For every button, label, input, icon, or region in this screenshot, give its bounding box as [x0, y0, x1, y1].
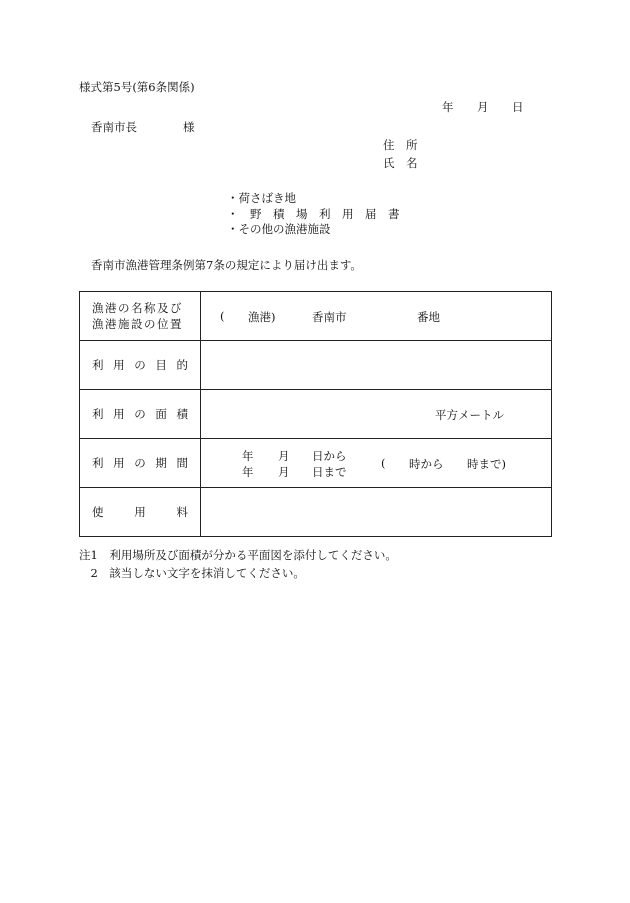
- row-port-location: [80, 292, 552, 341]
- label-char: 利: [92, 358, 104, 372]
- notification-table: [79, 291, 552, 537]
- label-char: の: [134, 456, 146, 470]
- label-line: 漁港施設の位置: [92, 317, 183, 331]
- label-char: 期: [155, 456, 167, 470]
- label-char: 目: [155, 358, 167, 372]
- label-line: 漁港の名称及び: [92, 300, 183, 315]
- value-port-location[interactable]: [201, 292, 552, 341]
- note-2: 2 該当しない文字を抹消してください。: [79, 566, 305, 580]
- date-day-label: 日: [512, 100, 524, 114]
- label-char: 用: [113, 407, 125, 421]
- label-period: [80, 439, 201, 488]
- banchi-label: 番地: [417, 310, 440, 324]
- label-char: 利: [92, 407, 104, 421]
- title-option-text: ・その他の漁港施設: [227, 222, 331, 236]
- row-area: [80, 390, 552, 439]
- applicant-address-label: 住 所: [383, 138, 418, 152]
- title-option-other-facilities: [227, 223, 331, 237]
- spread-label: [92, 406, 188, 422]
- label-area: [80, 390, 201, 439]
- row-period: [80, 439, 552, 488]
- period-end-month: 月: [278, 465, 290, 479]
- label-char: の: [134, 407, 146, 421]
- period-start-year: 年: [242, 449, 254, 463]
- row-fee: [80, 488, 552, 537]
- date-month-label: 月: [477, 100, 489, 114]
- label-char: 間: [176, 456, 188, 470]
- spread-label: [92, 357, 188, 373]
- statement-text: 香南市漁港管理条例第7条の規定により届け出ます。: [91, 258, 362, 272]
- label-port-location: [80, 292, 201, 341]
- label-char: の: [134, 358, 146, 372]
- period-start-month: 月: [278, 449, 290, 463]
- value-fee[interactable]: [201, 488, 552, 537]
- time-from: 時から: [409, 457, 444, 471]
- label-char: 用: [134, 505, 146, 519]
- spread-label: [92, 455, 188, 471]
- time-to: 時まで): [467, 457, 506, 471]
- period-end-year: 年: [242, 465, 254, 479]
- period-end-day: 日まで: [312, 465, 347, 479]
- time-paren-open: (: [381, 456, 386, 470]
- label-char: 積: [176, 407, 188, 421]
- applicant-name-label: 氏 名: [383, 156, 418, 170]
- value-purpose[interactable]: [201, 341, 552, 390]
- area-unit: 平方メートル: [435, 408, 504, 422]
- city-name: 香南市: [312, 310, 347, 324]
- row-purpose: [80, 341, 552, 390]
- label-char: 用: [113, 358, 125, 372]
- label-fee: [80, 488, 201, 537]
- label-char: 面: [155, 407, 167, 421]
- addressee-name: 香南市長: [91, 120, 137, 134]
- label-char: 利: [92, 456, 104, 470]
- title-option-text: ・野積場利用届書: [227, 207, 411, 221]
- label-char: 料: [176, 505, 188, 519]
- date-year-label: 年: [442, 100, 454, 114]
- paren-open: (: [220, 309, 225, 323]
- label-purpose: [80, 341, 201, 390]
- form-number: 様式第5号(第6条関係): [79, 80, 195, 94]
- title-option-text: ・荷さばき地: [227, 191, 296, 205]
- label-char: 的: [176, 358, 188, 372]
- value-area[interactable]: [201, 390, 552, 439]
- spread-label: [92, 504, 188, 520]
- port-suffix: 漁港): [248, 310, 276, 324]
- period-start-day: 日から: [312, 449, 347, 463]
- value-period[interactable]: [201, 439, 552, 488]
- title-option-storage-notice: [227, 208, 423, 222]
- addressee-honorific: 様: [183, 120, 195, 134]
- note-1: 注1 利用場所及び面積が分かる平面図を添付してください。: [79, 548, 397, 562]
- title-option-loading-area: [227, 192, 334, 206]
- label-char: 用: [113, 456, 125, 470]
- label-char: 使: [92, 505, 104, 519]
